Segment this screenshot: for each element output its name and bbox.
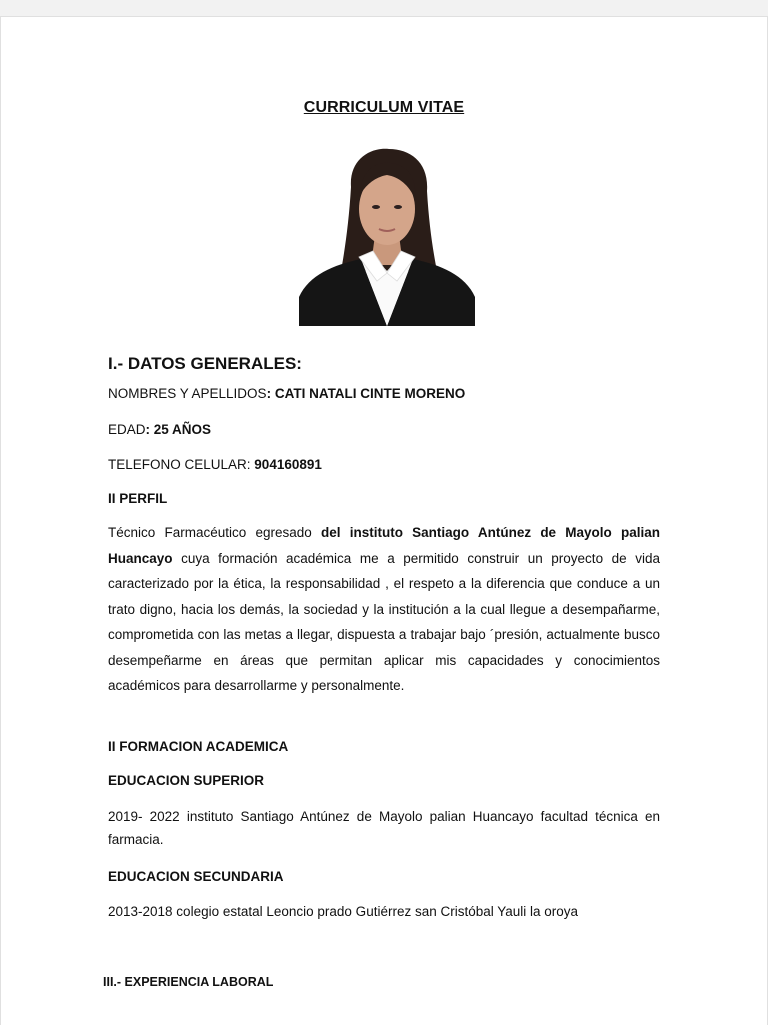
nombres-line [108, 386, 465, 401]
document-title: CURRICULUM VITAE [303, 99, 465, 116]
formacion-heading: II FORMACION ACADEMICA [108, 739, 289, 754]
edad-label: EDAD [108, 422, 146, 437]
perfil-text-intro: Técnico Farmacéutico egresado [108, 525, 321, 540]
experiencia-heading: III.- EXPERIENCIA LABORAL [103, 975, 274, 989]
telefono-label: TELEFONO CELULAR: [108, 457, 255, 472]
telefono-line [108, 457, 322, 472]
perfil-text-rest: cuya formación académica me a permitido construir un proyecto de vida caracterizado por la ética, la responsabilidad , el respeto a la diferencia que conduce a un trato digno, hacia los demás, la sociedad y la institución a la cual llegue a desempañarme, comprometida con las metas a llegar, dispuesta a trabajar bajo ´presión, actualmente busco desempeñarme en áreas que permitan aplicar mis capacidades y conocimientos académicos para desarrollarme y personalmente. [108, 550, 660, 693]
superior-text: 2019- 2022 instituto Santiago Antúnez de Mayolo palian Huancayo facultad técnica en farmacia. [108, 809, 660, 847]
profile-photo [299, 147, 475, 326]
perfil-paragraph [108, 520, 660, 699]
edad-value: : 25 AÑOS [145, 422, 212, 437]
nombres-value: : CATI NATALI CINTE MORENO [266, 386, 466, 401]
edad-line [108, 422, 211, 437]
perfil-heading: II PERFIL [108, 491, 168, 506]
datos-generales-heading: I.- DATOS GENERALES: [108, 354, 302, 373]
telefono-value: 904160891 [254, 457, 322, 472]
profile-photo-image [299, 147, 475, 326]
document-page [0, 16, 768, 1025]
secundaria-text: 2013-2018 colegio estatal Leoncio prado Gutiérrez san Cristóbal Yauli la oroya [108, 904, 579, 919]
secundaria-heading: EDUCACION SECUNDARIA [108, 869, 284, 884]
superior-heading: EDUCACION SUPERIOR [108, 773, 265, 788]
perfil-text-bold: del instituto Santiago Antúnez de Mayolo palian Huancayo [108, 525, 661, 566]
nombres-label: NOMBRES Y APELLIDOS [108, 386, 267, 401]
